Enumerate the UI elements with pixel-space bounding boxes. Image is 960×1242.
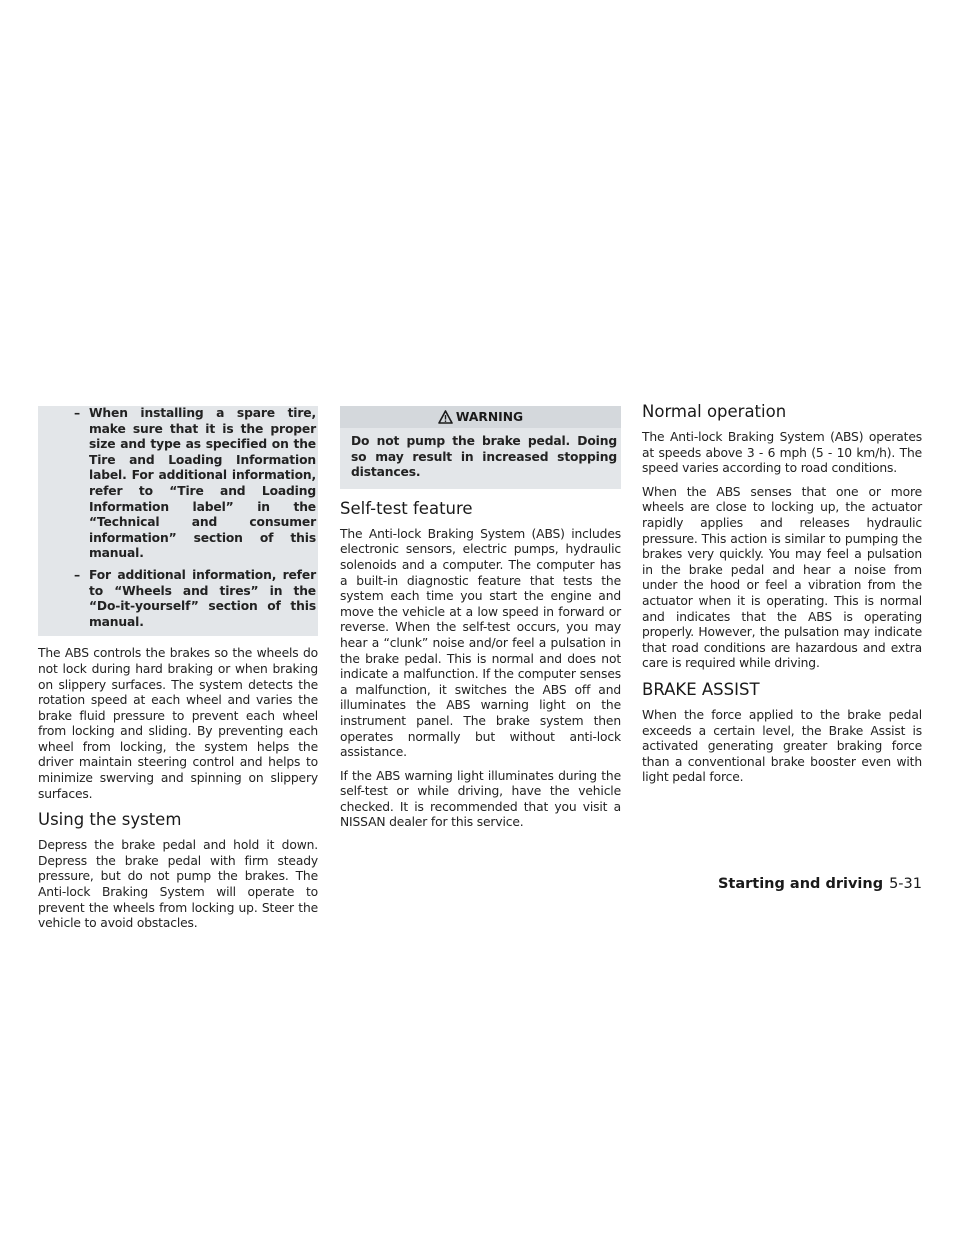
page-footer: [0, 876, 922, 892]
normal-operation-paragraph-2: When the ABS senses that one or more wheels are close to locking up, the actuator rapidly applies and releases hydraulic pressure. This action is similar to pumping the brakes very quickly. You may feel a pulsation in the brake pedal and hear a noise from under the hood or feel a vibration from the actuator when it is operating. This is normal and indicates that the ABS is operating properly. However, the pulsation may indicate that road conditions are hazardous and extra care is required while driving.: [642, 484, 922, 671]
note-text: For additional information, refer to “Wheels and tires” in the “Do-it-yourself” section of this manual.: [89, 567, 316, 629]
abs-intro-paragraph: The ABS controls the brakes so the wheels do not lock during hard braking or when braking on slippery surfaces. The system detects the rotation speed at each wheel and varies the brake fluid pressure to prevent each wheel from locking and sliding. By preventing each wheel from locking, the system helps the driver maintain steering control and helps to minimize swerving and spinning on slippery surfaces.: [38, 646, 318, 801]
warning-label: WARNING: [455, 410, 524, 424]
using-system-heading: Using the system: [38, 810, 182, 830]
self-test-paragraph: The Anti-lock Braking System (ABS) includes electronic sensors, electric pumps, hydraulic solenoids and a computer. The computer has a built-in diagnostic feature that tests the system each time you start the engine and move the vehicle at a low speed in forward or reverse. When the self-test occurs, you may hear a “clunk” noise and/or feel a pulsation in the brake pedal. This is normal and does not indicate a malfunction. If the computer senses a malfunction, it switches the ABS off and illuminates the ABS warning light on the instrument panel. The brake system then operates normally but without anti-lock assistance.: [340, 526, 621, 760]
note-item: [38, 568, 318, 636]
self-test-warning-paragraph: If the ABS warning light illuminates during the self-test or while driving, have the vehicle checked. It is recommended that you visit a NISSAN dealer for this service.: [340, 768, 621, 830]
brake-assist-paragraph: When the force applied to the brake pedal exceeds a certain level, the Brake Assist is activated generating greater braking force than a conventional brake booster even with light pedal force.: [642, 707, 922, 785]
warning-triangle-icon: [438, 410, 453, 424]
tire-notes-box: [38, 406, 318, 636]
page-number: 5-31: [889, 876, 922, 892]
note-text: When installing a spare tire, make sure that it is the proper size and type as specified on the Tire and Loading Information label. For additional information, refer to “Tire and Loading Information label” in the “Technical and consumer information” section of this manual.: [89, 406, 316, 561]
normal-operation-heading: Normal operation: [642, 402, 787, 421]
brake-assist-heading: BRAKE ASSIST: [642, 679, 760, 699]
normal-operation-paragraph-1: The Anti-lock Braking System (ABS) operates at speeds above 3 - 6 mph (5 - 10 km/h). The speed varies according to road conditions.: [642, 430, 922, 476]
warning-text: Do not pump the brake pedal. Doing so may result in increased stopping distances.: [340, 428, 621, 489]
column-3: [642, 402, 922, 794]
footer-section-title: Starting and driving: [717, 876, 884, 892]
using-system-paragraph: Depress the brake pedal and hold it down. Depress the brake pedal with firm steady pressure, but do not pump the brakes. The Anti-lock Braking System will operate to prevent the wheels from locking up. Steer the vehicle to avoid obstacles.: [38, 838, 318, 931]
column-2: [340, 406, 621, 839]
dash-bullet: –: [74, 406, 80, 420]
warning-header: [340, 406, 621, 428]
column-1: [38, 406, 318, 940]
dash-bullet: –: [74, 567, 80, 582]
self-test-heading: Self-test feature: [340, 498, 473, 518]
note-item: [38, 406, 318, 568]
